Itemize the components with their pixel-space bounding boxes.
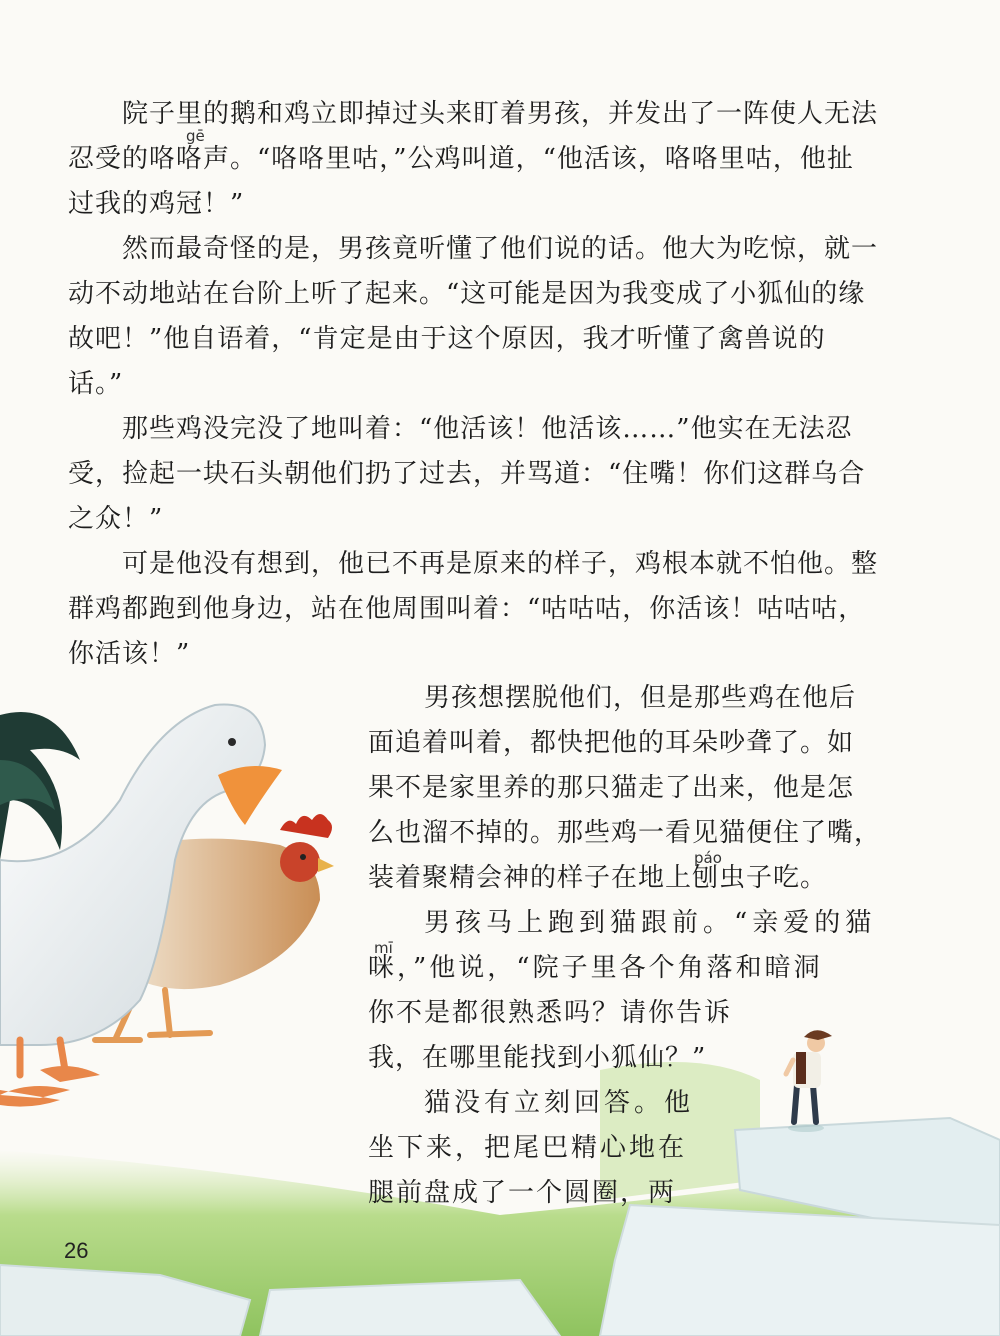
paragraph-4: 可是他没有想到，他已不再是原来的样子，鸡根本就不怕他。整群鸡都跑到他身边，站在他周围叫着：“咕咕咕，你活该！咕咕咕，你活该！” [68, 549, 879, 669]
pinyin-pao: páo [694, 849, 722, 867]
wrapped-line-12: 腿前盘成了一个圆圈，两 [368, 1178, 677, 1208]
pinyin-ge: gē [186, 127, 205, 145]
wrapped-line-2: 面追着叫着，都快把他的耳朵吵聋了。如 [368, 728, 855, 758]
wrapped-line-9: 我，在哪里能找到小狐仙？” [368, 1043, 707, 1073]
paragraph-2: 然而最奇怪的是，男孩竟听懂了他们说的话。他大为吃惊，就一动不动地站在台阶上听了起来。“这可能是因为我变成了小狐仙的缘故吧！”他自语着，“肯定是由于这个原因，我才听懂了禽兽说的话。” [68, 234, 879, 399]
wrapped-line-11: 坐下来，把尾巴精心地在 [368, 1133, 688, 1163]
pinyin-mi: mī [374, 939, 393, 957]
wrapped-line-8: 你不是都很熟悉吗？请你告诉 [368, 998, 733, 1028]
wrapped-line-10: 猫没有立刻回答。他 [424, 1088, 695, 1118]
wrapped-line-1: 男孩想摆脱他们，但是那些鸡在他后 [424, 683, 857, 713]
wrapped-line-7: 咪，”他说，“院子里各个角落和暗洞 [368, 953, 823, 983]
paragraph-1: 院子里的鹅和鸡立即掉过头来盯着男孩，并发出了一阵使人无法忍受的咯咯声。“咯咯里咕，”公鸡叫道，“他活该，咯咯里咕，他扯过我的鸡冠！” [68, 99, 879, 219]
story-text-top [68, 92, 880, 677]
paragraph-3: 那些鸡没完没了地叫着：“他活该！他活该……”他实在无法忍受，捡起一块石头朝他们扔了过去，并骂道：“住嘴！你们这群乌合之众！” [68, 414, 866, 534]
wrapped-line-6: 男孩马上跑到猫跟前。“亲爱的猫 [424, 908, 877, 938]
story-text-wrapped [368, 676, 888, 1216]
page-number: 26 [64, 1238, 89, 1263]
wrapped-line-5: 装着聚精会神的样子在地上刨虫子吃。 [368, 863, 828, 893]
wrapped-line-4: 么也溜不掉的。那些鸡一看见猫便住了嘴， [368, 818, 882, 848]
wrapped-line-3: 果不是家里养的那只猫走了出来，他是怎 [368, 773, 855, 803]
rooster-tail [0, 712, 80, 860]
